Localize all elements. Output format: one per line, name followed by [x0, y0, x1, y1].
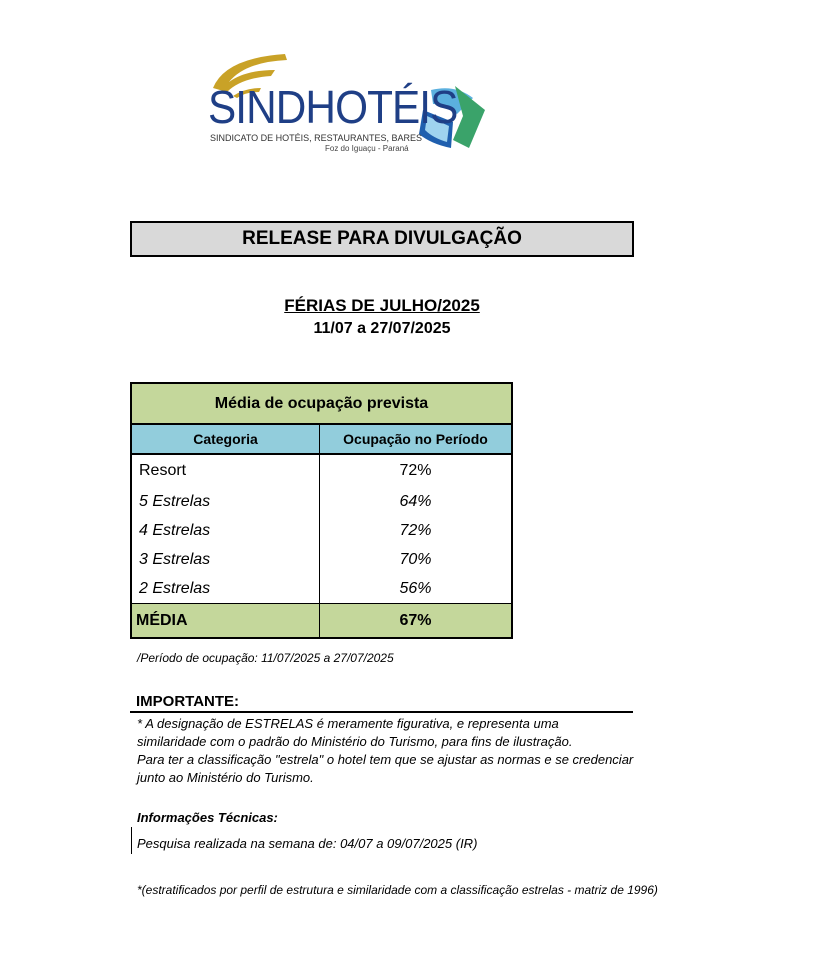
table-row — [131, 487, 512, 516]
importante-divider — [130, 711, 633, 713]
importante-line: Para ter a classificação "estrela" o hotel tem que se ajustar as normas e se credenciar — [137, 752, 634, 767]
table-row — [131, 574, 512, 604]
table-row — [131, 545, 512, 574]
occupancy-table — [130, 382, 513, 639]
importante-line: junto ao Ministério do Turismo. — [137, 770, 314, 785]
category-cell: Resort — [131, 454, 320, 487]
technical-info-heading: Informações Técnicas: — [137, 810, 278, 825]
importante-heading: IMPORTANTE: — [136, 693, 240, 710]
footnote: *(estratificados por perfil de estrutura e similaridade com a classificação estrelas - matriz de 1996) — [137, 883, 658, 897]
importante-line: * A designação de ESTRELAS é meramente figurativa, e representa uma — [137, 716, 559, 731]
category-cell: 3 Estrelas — [131, 545, 320, 574]
technical-info-bar — [131, 827, 132, 854]
table-title: Média de ocupação prevista — [131, 383, 512, 424]
average-label: MÉDIA — [131, 604, 320, 639]
column-header-occupancy: Ocupação no Período — [320, 424, 513, 454]
table-row — [131, 516, 512, 545]
importante-line: similaridade com o padrão do Ministério do Turismo, para fins de ilustração. — [137, 734, 573, 749]
logo-wordmark: SINDHOTÉIS — [208, 81, 458, 133]
occupancy-cell: 72% — [399, 462, 432, 479]
category-cell: 5 Estrelas — [131, 487, 320, 516]
importante-text — [137, 715, 737, 787]
ferias-dates: 11/07 a 27/07/2025 — [313, 320, 451, 337]
category-cell: 4 Estrelas — [131, 516, 320, 545]
occupancy-cell: 70% — [399, 550, 432, 568]
logo-subtitle: SINDICATO DE HOTÉIS, RESTAURANTES, BARES — [210, 133, 423, 143]
sindhoteis-logo — [205, 48, 495, 158]
ferias-title: FÉRIAS DE JULHO/2025 — [284, 296, 480, 315]
table-average-row — [131, 604, 512, 639]
technical-info-text: Pesquisa realizada na semana de: 04/07 a 09/07/2025 (IR) — [137, 836, 478, 851]
occupancy-cell: 64% — [399, 492, 432, 510]
column-header-category: Categoria — [131, 424, 320, 454]
average-value: 67% — [320, 604, 513, 639]
logo-location: Foz do Iguaçu - Paraná — [325, 144, 409, 153]
category-cell: 2 Estrelas — [131, 574, 320, 604]
occupancy-cell: 72% — [399, 521, 432, 539]
table-row — [131, 454, 512, 487]
occupancy-cell: 56% — [399, 579, 432, 597]
release-banner: RELEASE PARA DIVULGAÇÃO — [130, 221, 634, 257]
occupancy-period-note: /Período de ocupação: 11/07/2025 a 27/07/2025 — [137, 651, 394, 665]
